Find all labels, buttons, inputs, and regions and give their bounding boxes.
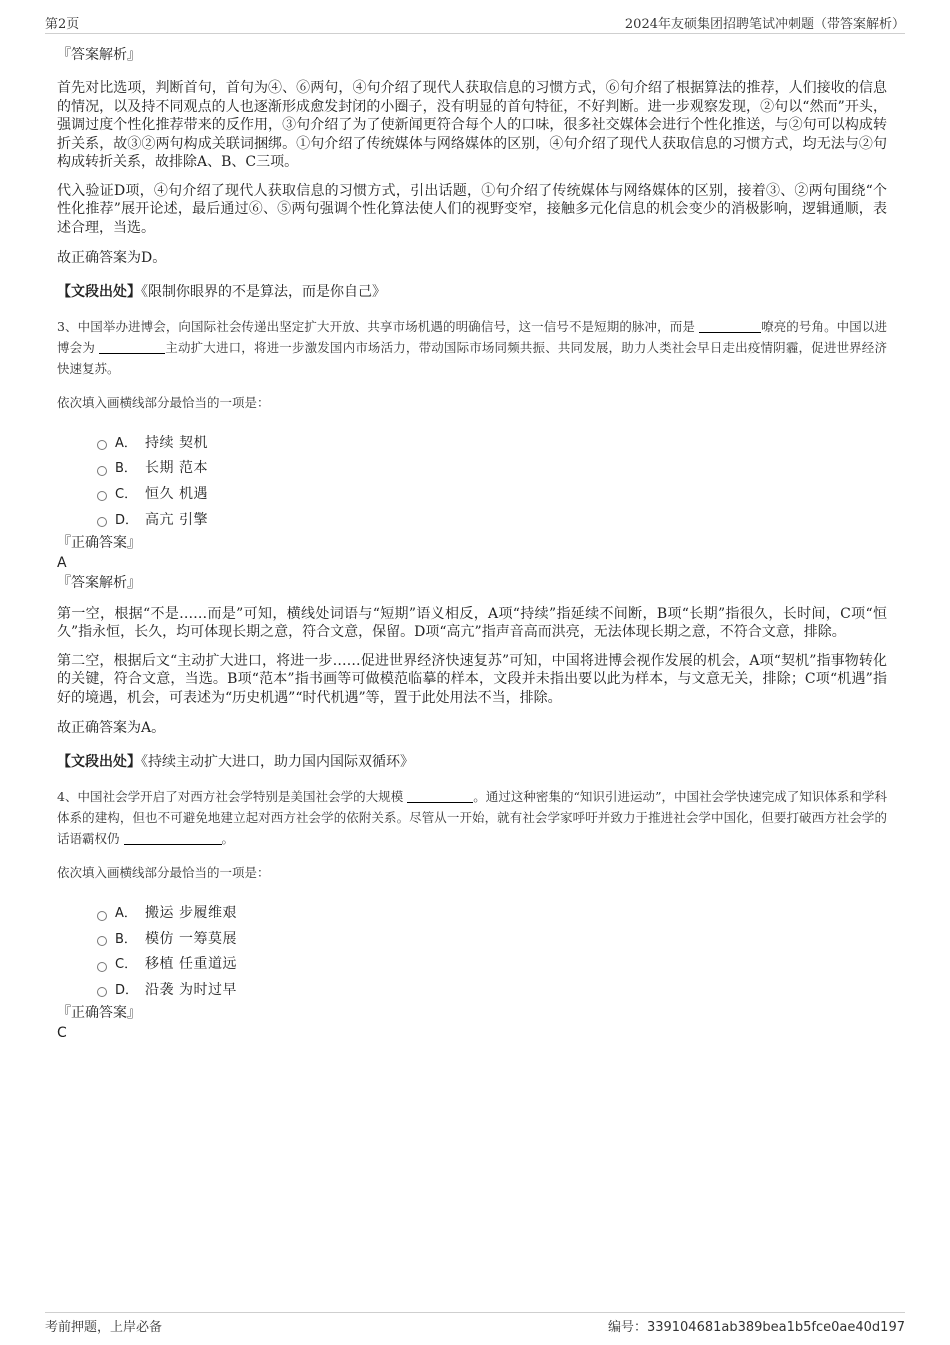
radio-icon[interactable] — [97, 962, 107, 972]
document-body — [57, 45, 887, 1043]
q4-options — [97, 901, 887, 1003]
q3-option-b[interactable]: B． 长期 范本 — [97, 456, 887, 482]
q3-analysis-paragraph-1: 第一空，根据“不是……而是”可知，横线处词语与“短期”语义相反，A项“持续”指延续不间断，B项“长期”指很久，长时间，C项“恒久”指永恒，长久，均可体现长期之意，符合文意，保留。D项“高亢”指声音高而洪亮，无法体现长期之意，不符合文意，排除。 — [57, 605, 887, 641]
footer-slogan: 考前押题，上岸必备 — [45, 1320, 163, 1335]
footer-code-value: 339104681ab389bea1b5fce0ae40d197 — [646, 1320, 905, 1335]
page-footer — [45, 1312, 905, 1336]
document-title: 2024年友硕集团招聘笔试冲刺题（带答案解析） — [624, 17, 905, 32]
page-header — [45, 10, 905, 34]
q4-blank-2 — [124, 831, 222, 845]
footer-code-label: 编号： — [607, 1320, 647, 1335]
q3-option-d[interactable]: D． 高亢 引擎 — [97, 507, 887, 533]
q4-option-d[interactable]: D． 沿袭 为时过早 — [97, 978, 887, 1004]
q3-analysis-paragraph-2: 第二空，根据后文“主动扩大进口，将进一步……促进世界经济快速复苏”可知，中国将进博会视作发展的机会，A项“契机”指事物转化的关键，符合文意，当选。B项“范本”指书画等可做模范临摹的样本，文段并未指出要以此为样本，与文意无关，排除；C项“机遇”指好的境遇，机会，可表述为“历史机遇”“时代机遇”等，置于此处用法不当，排除。 — [57, 652, 887, 706]
q3-prompt: 依次填入画横线部分最恰当的一项是： — [57, 394, 270, 410]
radio-icon[interactable] — [97, 517, 107, 527]
q4-stem: 4、中国社会学开启了对西方社会学特别是美国社会学的大规模 。通过这种密集的“知识引进运动”，中国社会学快速完成了知识体系和学科体系的建构，但也不可避免地建立起对西方社会学的依附关系。尽管从一开始，就有社会学家呼吁并致力于推进社会学中国化，但要打破西方社会学的话语霸权仍 。 — [57, 788, 887, 846]
q2-source — [57, 282, 887, 302]
q3-option-a[interactable]: A． 持续 契机 — [97, 431, 887, 457]
q2-analysis-label: 『答案解析』 — [57, 47, 141, 63]
q2-analysis-paragraph-2: 代入验证D项，④句介绍了现代人获取信息的习惯方式，引出话题，①句介绍了传统媒体与网络媒体的区别，接着③、②两句围绕“个性化推荐”展开论述，最后通过⑥、⑤两句强调个性化算法使人们的视野变窄，接触多元化信息的机会变少的消极影响，逻辑通顺，表述合理，当选。 — [57, 182, 887, 236]
q3-conclusion: 故正确答案为A。 — [57, 720, 166, 737]
radio-icon[interactable] — [97, 936, 107, 946]
q4-prompt: 依次填入画横线部分最恰当的一项是： — [57, 864, 270, 880]
radio-icon[interactable] — [97, 491, 107, 501]
q2-conclusion: 故正确答案为D。 — [57, 250, 167, 266]
q3-analysis-label: 『答案解析』 — [57, 574, 141, 591]
q4-option-b[interactable]: B． 模仿 一筹莫展 — [97, 926, 887, 952]
q4-option-c[interactable]: C． 移植 任重道远 — [97, 952, 887, 978]
q2-source-tag: 【文段出处】 — [57, 283, 141, 300]
q3-source-tag: 【文段出处】 — [57, 753, 141, 770]
q4-answer: C — [57, 1025, 67, 1042]
q3-option-c[interactable]: C． 恒久 机遇 — [97, 482, 887, 508]
footer-code — [608, 1316, 905, 1335]
q4-option-a[interactable]: A． 搬运 步履维艰 — [97, 901, 887, 927]
q3-source — [57, 752, 887, 772]
radio-icon[interactable] — [97, 440, 107, 450]
q2-source-title: 《限制你眼界的不是算法，而是你自己》 — [141, 283, 386, 300]
q4-answer-label: 『正确答案』 — [57, 1005, 141, 1022]
radio-icon[interactable] — [97, 987, 107, 997]
q3-answer-label: 『正确答案』 — [57, 534, 141, 551]
q3-answer: A — [57, 554, 67, 571]
q3-stem: 3、中国举办进博会，向国际社会传递出坚定扩大开放、共享市场机遇的明确信号，这一信号不是短期的脉冲，而是 嘹亮的号角。中国以进博会为 主动扩大进口，将进一步激发国内市场活力，带动国际市场同频共振、共同发展，助力人类社会早日走出疫情阴霾，促进世界经济快速复苏。 — [57, 318, 887, 376]
page-number: 第2页 — [45, 17, 80, 32]
q3-blank-2 — [99, 340, 165, 354]
radio-icon[interactable] — [97, 911, 107, 921]
q3-blank-1 — [699, 319, 761, 333]
q4-blank-1 — [407, 789, 473, 803]
radio-icon[interactable] — [97, 466, 107, 476]
q3-options — [97, 431, 887, 533]
q3-source-title: 《持续主动扩大进口，助力国内国际双循环》 — [141, 753, 414, 770]
q2-analysis-paragraph-1: 首先对比选项，判断首句，首句为④、⑥两句，④句介绍了现代人获取信息的习惯方式，⑥句介绍了根据算法的推荐，人们接收的信息的情况，以及持不同观点的人也逐渐形成愈发封闭的小圈子，没有明显的首句特征，不好判断。进一步观察发现，②句以“然而”开头，强调过度个性化推荐带来的反作用，③句介绍了为了使新闻更符合每个人的口味，很多社交媒体会进行个性化推送，与②句可以构成转折关系，故③②两句构成关联词捆绑。①句介绍了传统媒体与网络媒体的区别，④句介绍了现代人获取信息的习惯方式，均无法与②句构成转折关系，故排除A、B、C三项。 — [57, 80, 887, 170]
